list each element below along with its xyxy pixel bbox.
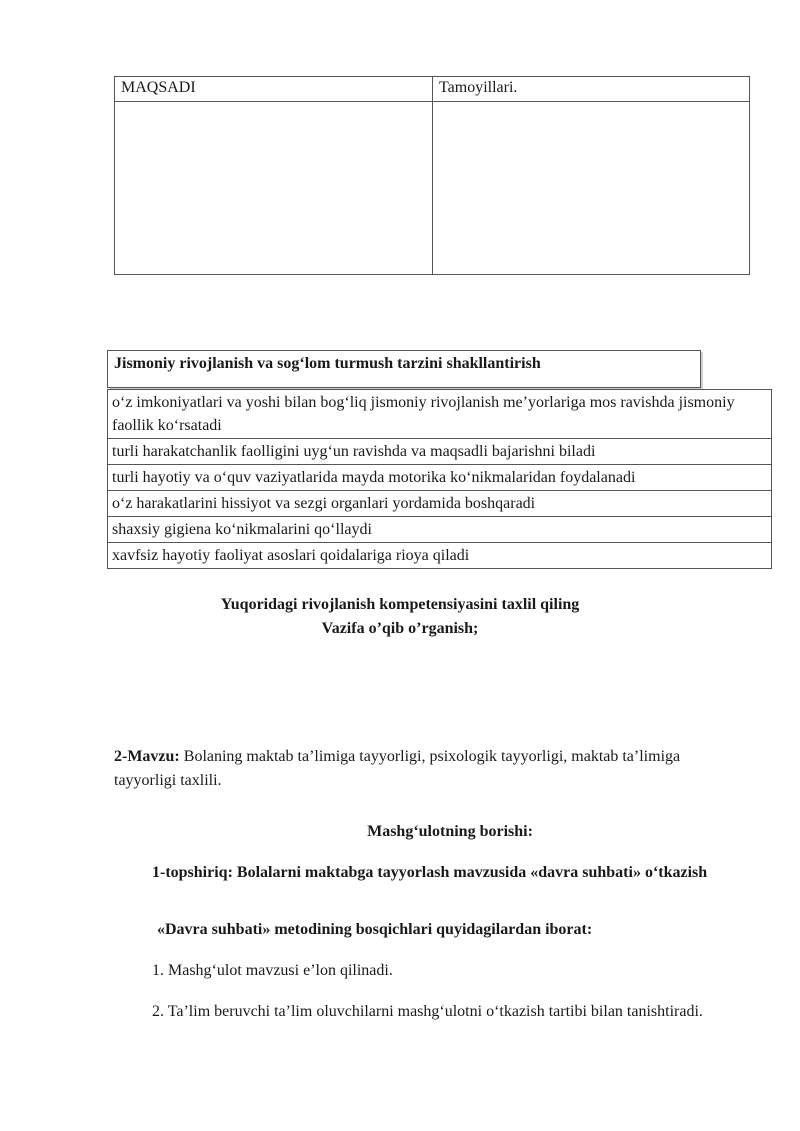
- topic-label: 2-Mavzu:: [114, 748, 180, 765]
- tamoyillari-cell: [433, 102, 750, 275]
- step-2: 2. Ta’lim beruvchi ta’lim oluvchilarni mashg‘ulotni o‘tkazish tartibi bilan tanishtiradi.: [152, 1003, 703, 1020]
- maqsadi-cell: [115, 102, 433, 275]
- competency-row: xavfsiz hayotiy faoliyat asoslari qoidalariga rioya qiladi: [108, 543, 772, 569]
- method-heading: «Davra suhbati» metodining bosqichlari quyidagilardan iborat:: [157, 921, 593, 938]
- competency-row: turli harakatchanlik faolligini uyg‘un ravishda va maqsadli bajarishni biladi: [108, 439, 772, 465]
- tamoyillari-header: Tamoyillari.: [433, 77, 750, 102]
- competency-row: shaxsiy gigiena ko‘nikmalarini qo‘llaydi: [108, 517, 772, 543]
- task-line-1: Yuqoridagi rivojlanish kompetensiyasini taxlil qiling: [220, 596, 580, 613]
- competency-table-title: Jismoniy rivojlanish va sog‘lom turmush tarzini shakllantirish: [107, 350, 701, 388]
- maqsadi-header: MAQSADI: [115, 77, 433, 102]
- task-line-2: Vazifa o’qib o’rganish;: [321, 620, 479, 637]
- topic-text: Bolaning maktab ta’limiga tayyorligi, psixologik tayyorligi, maktab ta’limiga tayyorligi taxlili.: [114, 748, 681, 789]
- lesson-heading: Mashg‘ulotning borishi:: [367, 823, 533, 840]
- topic-paragraph: [114, 745, 714, 793]
- competency-row: o‘z harakatlarini hissiyot va sezgi organlari yordamida boshqaradi: [108, 491, 772, 517]
- step-1: 1. Mashg‘ulot mavzusi e’lon qilinadi.: [152, 962, 393, 979]
- competency-row: turli hayotiy va o‘quv vaziyatlarida mayda motorika ko‘nikmalaridan foydalanadi: [108, 465, 772, 491]
- goals-principles-table: [114, 76, 750, 275]
- competency-table: [107, 389, 772, 569]
- assignment-1: 1-topshiriq: Bolalarni maktabga tayyorlash mavzusida «davra suhbati» o‘tkazish: [152, 864, 708, 881]
- competency-row: o‘z imkoniyatlari va yoshi bilan bog‘liq jismoniy rivojlanish me’yorlariga mos ravishda jismoniy faollik ko‘rsatadi: [108, 390, 772, 439]
